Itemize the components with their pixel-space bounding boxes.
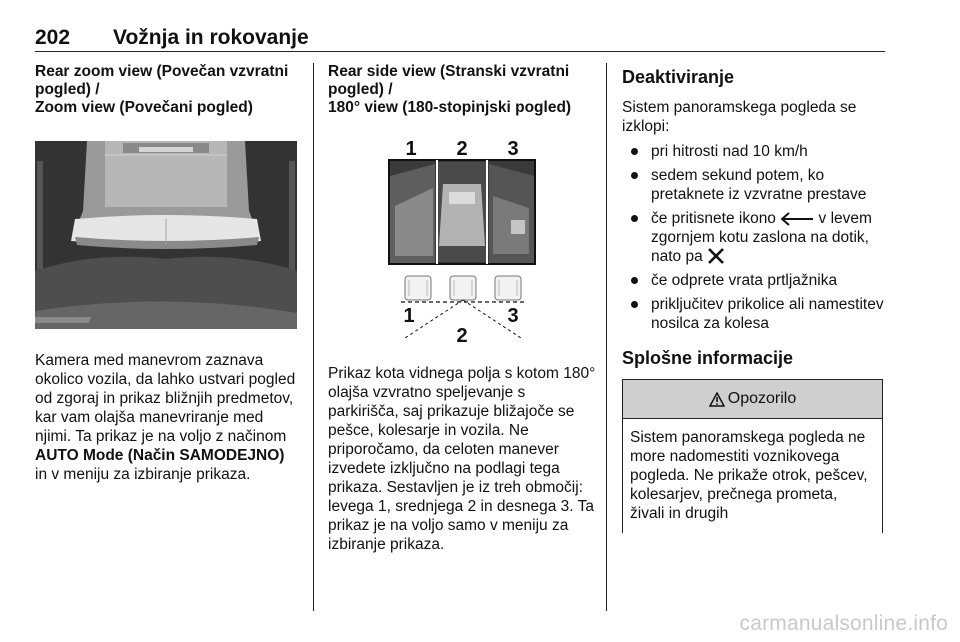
back-arrow-icon (780, 212, 814, 226)
page-number: 202 (35, 26, 71, 49)
warning-header (623, 380, 882, 419)
zoom-view-title-line2: Zoom view (Povečani pogled) (35, 99, 253, 116)
list-item-text: če pritisnete ikono (651, 210, 781, 227)
bullet-icon (631, 277, 638, 284)
rear-side-title (328, 63, 596, 117)
list-item-text: v levem zgornjem kotu zaslona na dotik, nato pa (651, 210, 872, 265)
column-rear-side (328, 63, 596, 554)
bullet-icon (631, 301, 638, 308)
rear-zoom-description (35, 351, 297, 484)
column-divider (313, 63, 314, 611)
bullet-icon (631, 215, 638, 222)
warning-triangle-icon (709, 392, 725, 407)
list-item-text: če odprete vrata prtljažnika (651, 272, 838, 289)
rear-zoom-title (35, 63, 297, 117)
list-item-text: pri hitrosti nad 10 km/h (651, 143, 808, 160)
list-item-text: priključitev prikolice ali namestitev nosilca za kolesa (651, 296, 884, 332)
zone-label-3: 3 (507, 138, 519, 160)
page-heading: Vožnja in rokovanje (113, 26, 309, 49)
warning-box (622, 379, 883, 533)
list-item (622, 166, 885, 204)
list-item (622, 295, 885, 333)
zone-label-2: 2 (456, 138, 468, 160)
bullet-icon (631, 148, 638, 155)
column-deactivation (622, 63, 885, 533)
list-item-text: sedem sekund potem, ko pretaknete iz vzvratne prestave (651, 167, 867, 203)
header-rule (35, 51, 885, 52)
view-180-figure (387, 136, 537, 344)
watermark: carmanualsonline.info (739, 612, 948, 635)
list-item (622, 209, 885, 266)
column-divider (606, 63, 607, 611)
column-rear-zoom (35, 63, 297, 484)
rear-zoom-text-part2: in v meniju za izbiranje prikaza. (35, 466, 251, 483)
close-x-icon (707, 248, 725, 264)
warning-text: Sistem panoramskega pogleda ne more nadomestiti voznikovega pogleda. Ne prikaže otrok, pešcev, kolesarjev, prečnega prometa, živali in drugih (630, 429, 868, 522)
auto-mode-term: AUTO Mode (Način SAMODEJNO) (35, 447, 285, 464)
deactivation-title: Deaktiviranje (622, 67, 735, 87)
general-info-title: Splošne informacije (622, 348, 794, 368)
rear-zoom-text-part1: Kamera med manevrom zaznava okolico vozila, da lahko ustvari pogled od zgoraj in prikaz bližnjih predmetov, kar vam olajša manevriranje med njimi. Ta prikaz je na voljo z načinom (35, 352, 296, 445)
rear-side-title-line1: Rear side view (Stranski vzvratni pogled) / (328, 63, 570, 98)
bullet-icon (631, 172, 638, 179)
zone-label-2-bottom: 2 (456, 325, 468, 344)
rear-zoom-view-figure (35, 141, 297, 329)
rear-zoom-title-line1: Rear zoom view (Povečan vzvratni pogled) / (35, 63, 289, 98)
list-item (622, 142, 885, 161)
view-180-description: Prikaz kota vidnega polja s kotom 180° olajša vzvratno speljevanje s parkirišča, saj prikazuje bližajoče se pešce, kolesarje in vozila. Ne priporočamo, da celoten manever izvedete izključno na podlagi tega prikaza. Sestavljen je iz treh območij: levega 1, srednjega 2 in desnega 3. Ta prikaz je na voljo samo v meniju za izbiranje prikaza. (328, 365, 596, 553)
zone-label-1: 1 (405, 138, 417, 160)
view-180-title-line2: 180° view (180-stopinjski pogled) (328, 99, 572, 116)
deactivation-list (622, 142, 885, 333)
list-item (622, 271, 885, 290)
zone-label-3-bottom: 3 (507, 305, 519, 327)
warning-label: Opozorilo (727, 390, 797, 407)
zone-label-1-bottom: 1 (403, 305, 415, 327)
deactivation-intro: Sistem panoramskega pogleda se izklopi: (622, 99, 857, 135)
